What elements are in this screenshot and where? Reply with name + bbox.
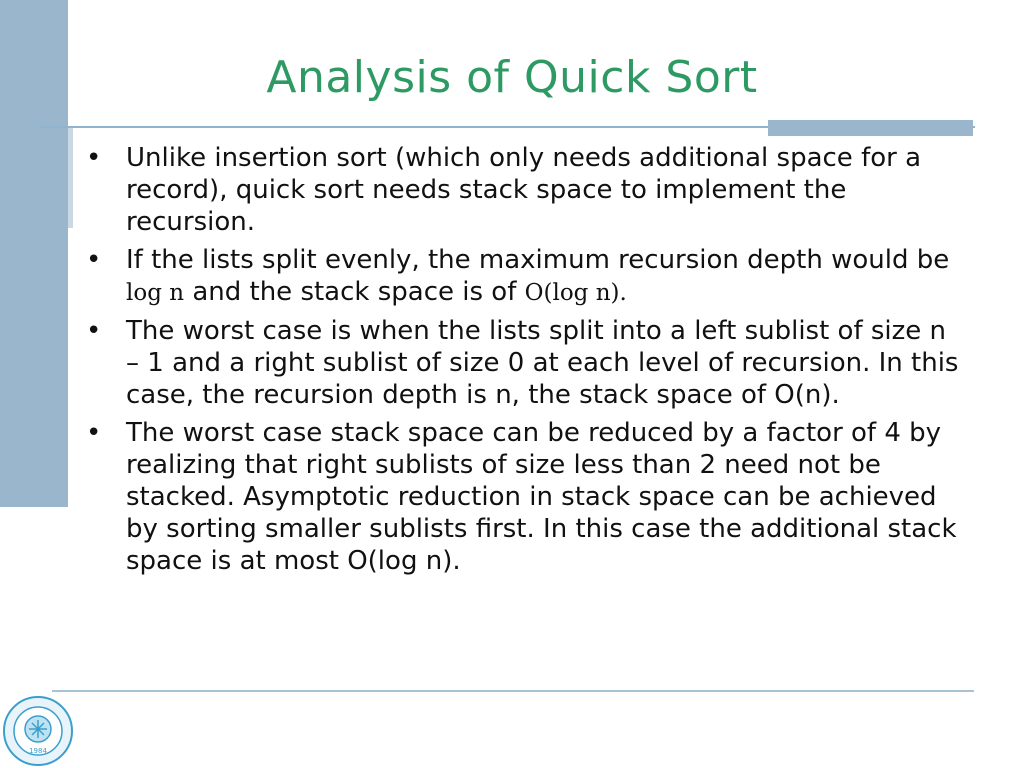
bullet-text: and the stack space is of <box>184 277 525 307</box>
bullet-item <box>86 142 961 238</box>
bullet-icon: • <box>86 143 102 173</box>
bullet-item <box>86 315 961 411</box>
bullet-item <box>86 417 961 577</box>
university-seal-icon <box>2 695 74 767</box>
bullet-text: If the lists split evenly, the maximum recursion depth would be <box>126 245 950 275</box>
bullet-icon: • <box>86 418 102 448</box>
side-accent-shadow <box>68 128 73 228</box>
bullet-text: The worst case is when the lists split into a left sublist of size n – 1 and a right sublist of size 0 at each level of recursion. In this case, the recursion depth is n, the stack space of O(n). <box>126 316 959 410</box>
math-expression: O(log n). <box>524 280 627 306</box>
bullet-icon: • <box>86 245 102 275</box>
bullet-icon: • <box>86 316 102 346</box>
math-expression: log n <box>126 280 185 306</box>
bullet-text: Unlike insertion sort (which only needs additional space for a record), quick sort needs stack space to implement the recursion. <box>126 143 922 237</box>
footer-divider <box>52 690 974 692</box>
title-accent-block <box>768 120 973 136</box>
bullet-text: The worst case stack space can be reduced by a factor of 4 by realizing that right sublists of size less than 2 need not be stacked. Asymptotic reduction in stack space can be achieved by sorting smaller sublists first. In this case the additional stack space is at most O(log n). <box>126 418 957 576</box>
slide-title: Analysis of Quick Sort <box>266 52 758 103</box>
bullet-item <box>86 244 961 309</box>
bullet-list <box>86 142 961 583</box>
seal-year: 1984 <box>29 747 47 755</box>
